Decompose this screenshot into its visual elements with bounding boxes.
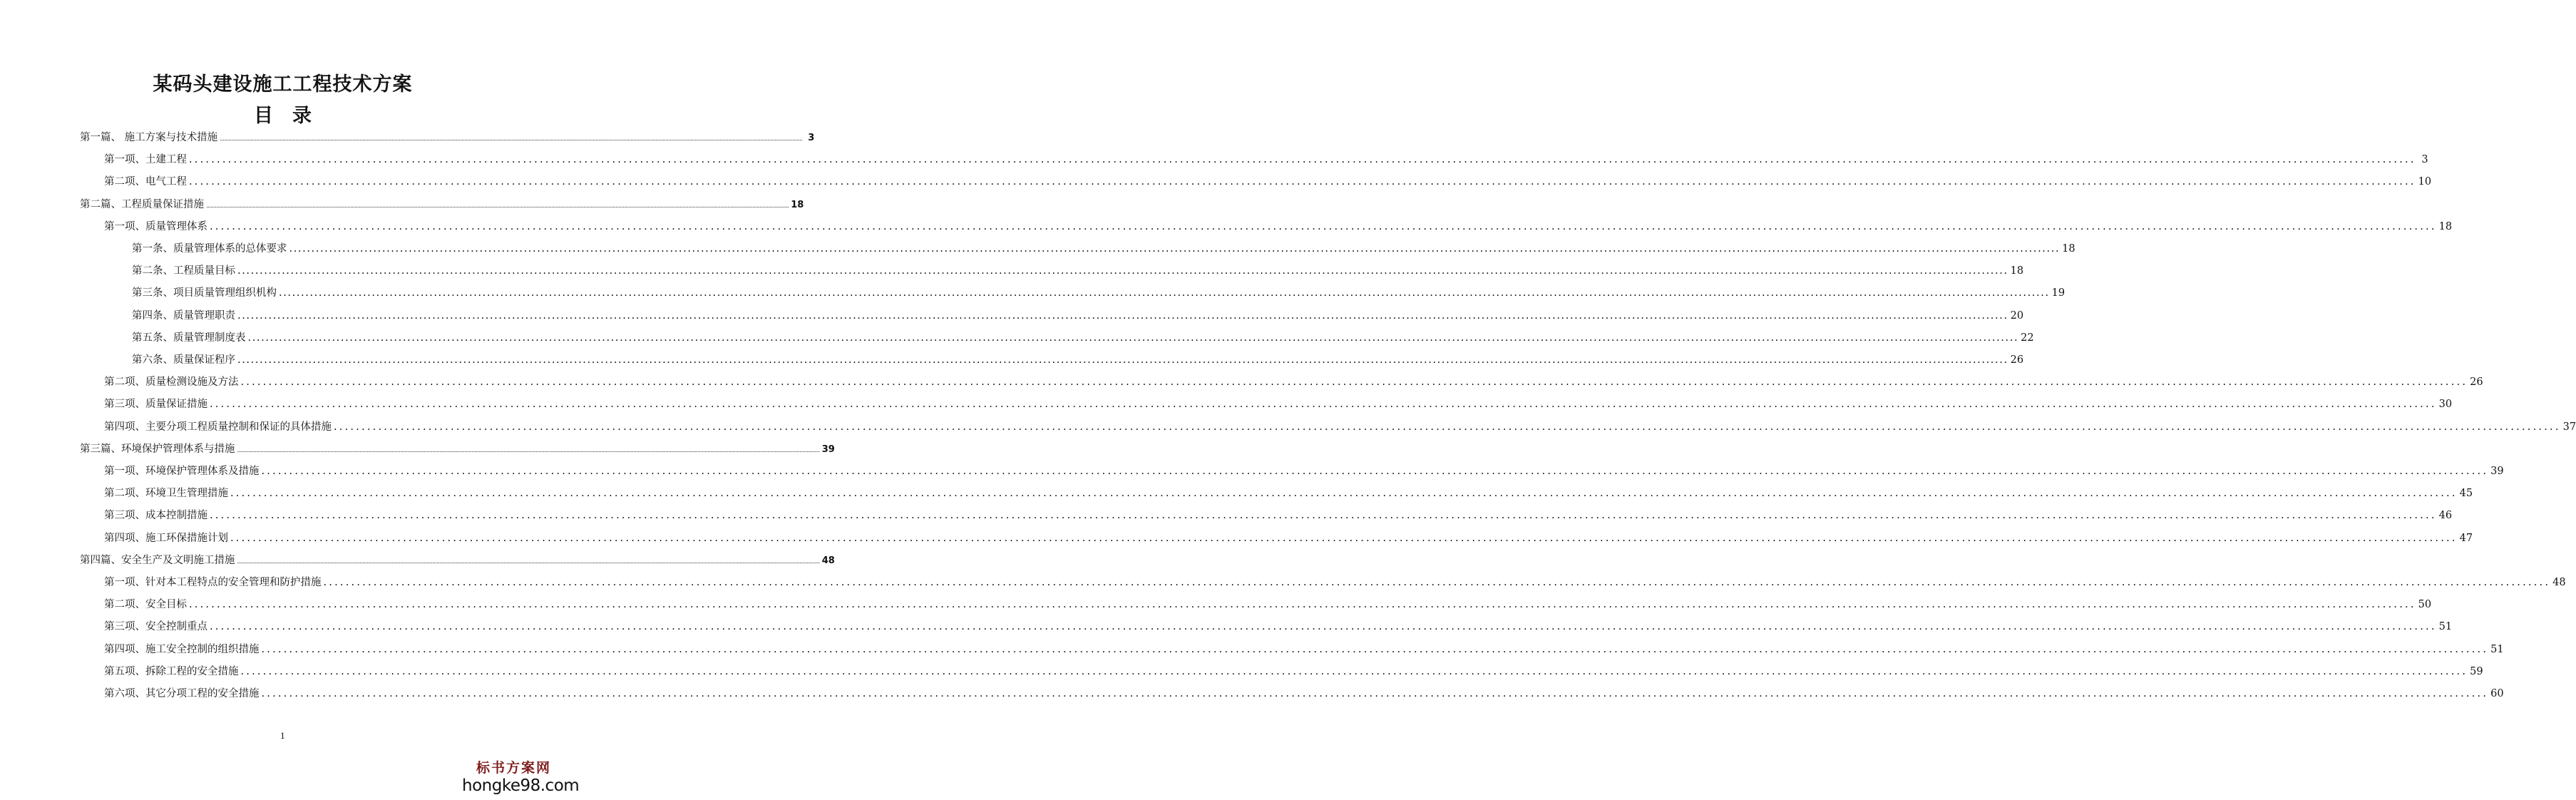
toc-dot-leader: ................................................................................................................................................................................................................................................................................................................................................................................................................ — [279, 287, 2050, 299]
toc-dot-leader: ................................................................................................................................................................................................................................................................................................................................................................................................................ — [230, 532, 2458, 544]
toc-entry[interactable] — [132, 330, 2034, 346]
toc-dot-leader: ................................................................................................................................................................................................................................................................................................................................................................................................................ — [210, 510, 2437, 522]
toc-dot-leader: ................................................................................................................................................................................................................................................................................................................................................................................................................ — [210, 399, 2437, 411]
toc-entry-page: 50 — [2418, 599, 2432, 611]
toc-entry[interactable] — [80, 197, 804, 212]
toc-entry-page: 26 — [2010, 354, 2024, 366]
toc-entry-label: 第四篇、安全生产及文明施工措施 — [80, 554, 235, 566]
toc-entry[interactable] — [104, 686, 2504, 702]
toc-dot-leader: ................................................................................................................................................................................................................................................................................................................................................................................................................ — [206, 202, 789, 209]
toc-dot-leader: ................................................................................................................................................................................................................................................................................................................................................................................................................ — [237, 558, 820, 565]
toc-entry-label: 第二项、质量检测设施及方法 — [104, 376, 239, 389]
toc-dot-leader: ................................................................................................................................................................................................................................................................................................................................................................................................................ — [189, 599, 2416, 611]
document-title: 某码头建设施工工程技术方案 — [153, 73, 413, 96]
toc-entry[interactable] — [80, 130, 815, 145]
watermark-url: hongke98.com — [462, 776, 580, 795]
toc-entry-page: 51 — [2490, 643, 2504, 655]
toc-entry-page: 48 — [821, 555, 835, 566]
toc-entry-label: 第四项、施工安全控制的组织措施 — [104, 643, 260, 655]
toc-entry[interactable] — [104, 619, 2453, 635]
toc-entry[interactable] — [104, 575, 2566, 590]
toc-entry-label: 第四条、质量管理职责 — [132, 309, 235, 322]
toc-dot-leader: ................................................................................................................................................................................................................................................................................................................................................................................................................ — [261, 643, 2489, 655]
toc-dot-leader: ................................................................................................................................................................................................................................................................................................................................................................................................................ — [247, 332, 2019, 344]
toc-entry[interactable] — [132, 263, 2024, 279]
toc-entry[interactable] — [104, 419, 2576, 435]
toc-entry-label: 第三项、质量保证措施 — [104, 399, 207, 411]
toc-entry-page: 18 — [2010, 265, 2024, 277]
toc-dot-leader: ................................................................................................................................................................................................................................................................................................................................................................................................................ — [237, 309, 2008, 322]
toc-entry[interactable] — [104, 486, 2473, 501]
toc-entry-label: 第一篇、 施工方案与技术措施 — [80, 132, 218, 143]
toc-dot-leader: ................................................................................................................................................................................................................................................................................................................................................................................................................ — [237, 265, 2008, 277]
toc-dot-leader: ................................................................................................................................................................................................................................................................................................................................................................................................................ — [189, 154, 2416, 166]
toc-entry[interactable] — [104, 374, 2483, 390]
toc-entry[interactable] — [104, 597, 2432, 612]
toc-entry-page: 60 — [2490, 688, 2504, 699]
toc-dot-leader: ................................................................................................................................................................................................................................................................................................................................................................................................................ — [323, 577, 2551, 588]
toc-entry-page: 18 — [2438, 220, 2453, 232]
toc-entry-label: 第四项、主要分项工程质量控制和保证的具体措施 — [104, 421, 332, 433]
toc-entry-page: 47 — [2459, 532, 2473, 544]
toc-entry[interactable] — [132, 241, 2075, 257]
toc-entry-page: 18 — [791, 199, 804, 210]
toc-dot-leader: ................................................................................................................................................................................................................................................................................................................................................................................................................ — [289, 243, 2061, 255]
toc-entry-page: 37 — [2562, 421, 2576, 433]
toc-entry-page: 51 — [2438, 621, 2453, 633]
toc-entry-page: 30 — [2438, 399, 2453, 411]
toc-entry-label: 第四项、施工环保措施计划 — [104, 532, 228, 544]
toc-entry-label: 第二项、电气工程 — [104, 176, 187, 188]
toc-heading: 目 录 — [254, 105, 312, 127]
toc-dot-leader: ................................................................................................................................................................................................................................................................................................................................................................................................................ — [237, 446, 820, 453]
toc-entry-label: 第二篇、工程质量保证措施 — [80, 198, 204, 210]
page-number: 1 — [280, 732, 285, 741]
toc-entry[interactable] — [104, 463, 2504, 479]
toc-entry-page: 10 — [2418, 176, 2432, 188]
toc-entry-label: 第一项、针对本工程特点的安全管理和防护措施 — [104, 577, 322, 588]
toc-entry-page: 18 — [2062, 243, 2075, 255]
toc-entry-page: 20 — [2010, 309, 2024, 322]
watermark-logo — [462, 760, 580, 795]
toc-entry-label: 第五项、拆除工程的安全措施 — [104, 665, 239, 677]
toc-entry-page: 22 — [2021, 332, 2034, 344]
toc-entry-page: 26 — [2470, 376, 2483, 389]
toc-entry-label: 第二条、工程质量目标 — [132, 265, 235, 277]
toc-entry[interactable] — [132, 308, 2024, 324]
toc-entry-page: 3 — [808, 133, 815, 143]
watermark-name: 标书方案网 — [476, 760, 551, 776]
toc-entry-label: 第二项、安全目标 — [104, 599, 187, 611]
toc-entry-label: 第一项、质量管理体系 — [104, 220, 207, 232]
toc-entry[interactable] — [104, 396, 2453, 412]
toc-dot-leader: ................................................................................................................................................................................................................................................................................................................................................................................................................ — [334, 421, 2561, 433]
toc-entry-label: 第一条、质量管理体系的总体要求 — [132, 243, 287, 255]
toc-entry[interactable] — [80, 441, 835, 457]
toc-entry[interactable] — [104, 219, 2453, 235]
toc-entry[interactable] — [104, 530, 2473, 546]
toc-entry-page: 46 — [2438, 510, 2453, 522]
toc-dot-leader: ................................................................................................................................................................................................................................................................................................................................................................................................................ — [189, 176, 2416, 188]
toc-entry[interactable] — [80, 553, 835, 568]
toc-entry[interactable] — [104, 174, 2432, 190]
toc-entry[interactable] — [132, 352, 2024, 368]
toc-entry[interactable] — [104, 642, 2504, 657]
toc-entry-label: 第六条、质量保证程序 — [132, 354, 235, 366]
toc-entry-page: 45 — [2459, 488, 2473, 500]
toc-entry-label: 第二项、环境卫生管理措施 — [104, 488, 228, 500]
toc-dot-leader: ................................................................................................................................................................................................................................................................................................................................................................................................................ — [237, 354, 2008, 366]
toc-entry-label: 第一项、环境保护管理体系及措施 — [104, 466, 260, 477]
toc-entry-page: 3 — [2421, 154, 2428, 166]
toc-entry-label: 第一项、土建工程 — [104, 154, 187, 166]
toc-dot-leader: ................................................................................................................................................................................................................................................................................................................................................................................................................ — [210, 621, 2437, 633]
toc-dot-leader: ................................................................................................................................................................................................................................................................................................................................................................................................................ — [220, 135, 803, 142]
toc-entry-label: 第三篇、环境保护管理体系与措施 — [80, 443, 235, 455]
toc-entry[interactable] — [104, 664, 2483, 680]
toc-entry-page: 19 — [2051, 287, 2066, 299]
toc-dot-leader: ................................................................................................................................................................................................................................................................................................................................................................................................................ — [230, 488, 2458, 500]
toc-dot-leader: ................................................................................................................................................................................................................................................................................................................................................................................................................ — [261, 466, 2489, 477]
toc-entry-label: 第三项、成本控制措施 — [104, 510, 207, 522]
toc-dot-leader: ................................................................................................................................................................................................................................................................................................................................................................................................................ — [240, 665, 2468, 677]
toc-dot-leader: ................................................................................................................................................................................................................................................................................................................................................................................................................ — [261, 688, 2489, 699]
toc-dot-leader: ................................................................................................................................................................................................................................................................................................................................................................................................................ — [210, 220, 2437, 232]
toc-dot-leader: ................................................................................................................................................................................................................................................................................................................................................................................................................ — [240, 376, 2468, 389]
toc-entry-page: 48 — [2552, 577, 2566, 588]
toc-entry-page: 39 — [2490, 466, 2504, 477]
toc-entry-page: 59 — [2470, 665, 2483, 677]
toc-entry-label: 第五条、质量管理制度表 — [132, 332, 246, 344]
toc-entry-page: 39 — [821, 443, 835, 455]
toc-entry-label: 第三条、项目质量管理组织机构 — [132, 287, 277, 299]
toc-entry-label: 第三项、安全控制重点 — [104, 621, 207, 633]
toc-entry[interactable] — [104, 508, 2453, 523]
toc-entry[interactable] — [104, 152, 2428, 168]
toc-entry[interactable] — [132, 285, 2066, 301]
toc-entry-label: 第六项、其它分项工程的安全措施 — [104, 688, 260, 699]
